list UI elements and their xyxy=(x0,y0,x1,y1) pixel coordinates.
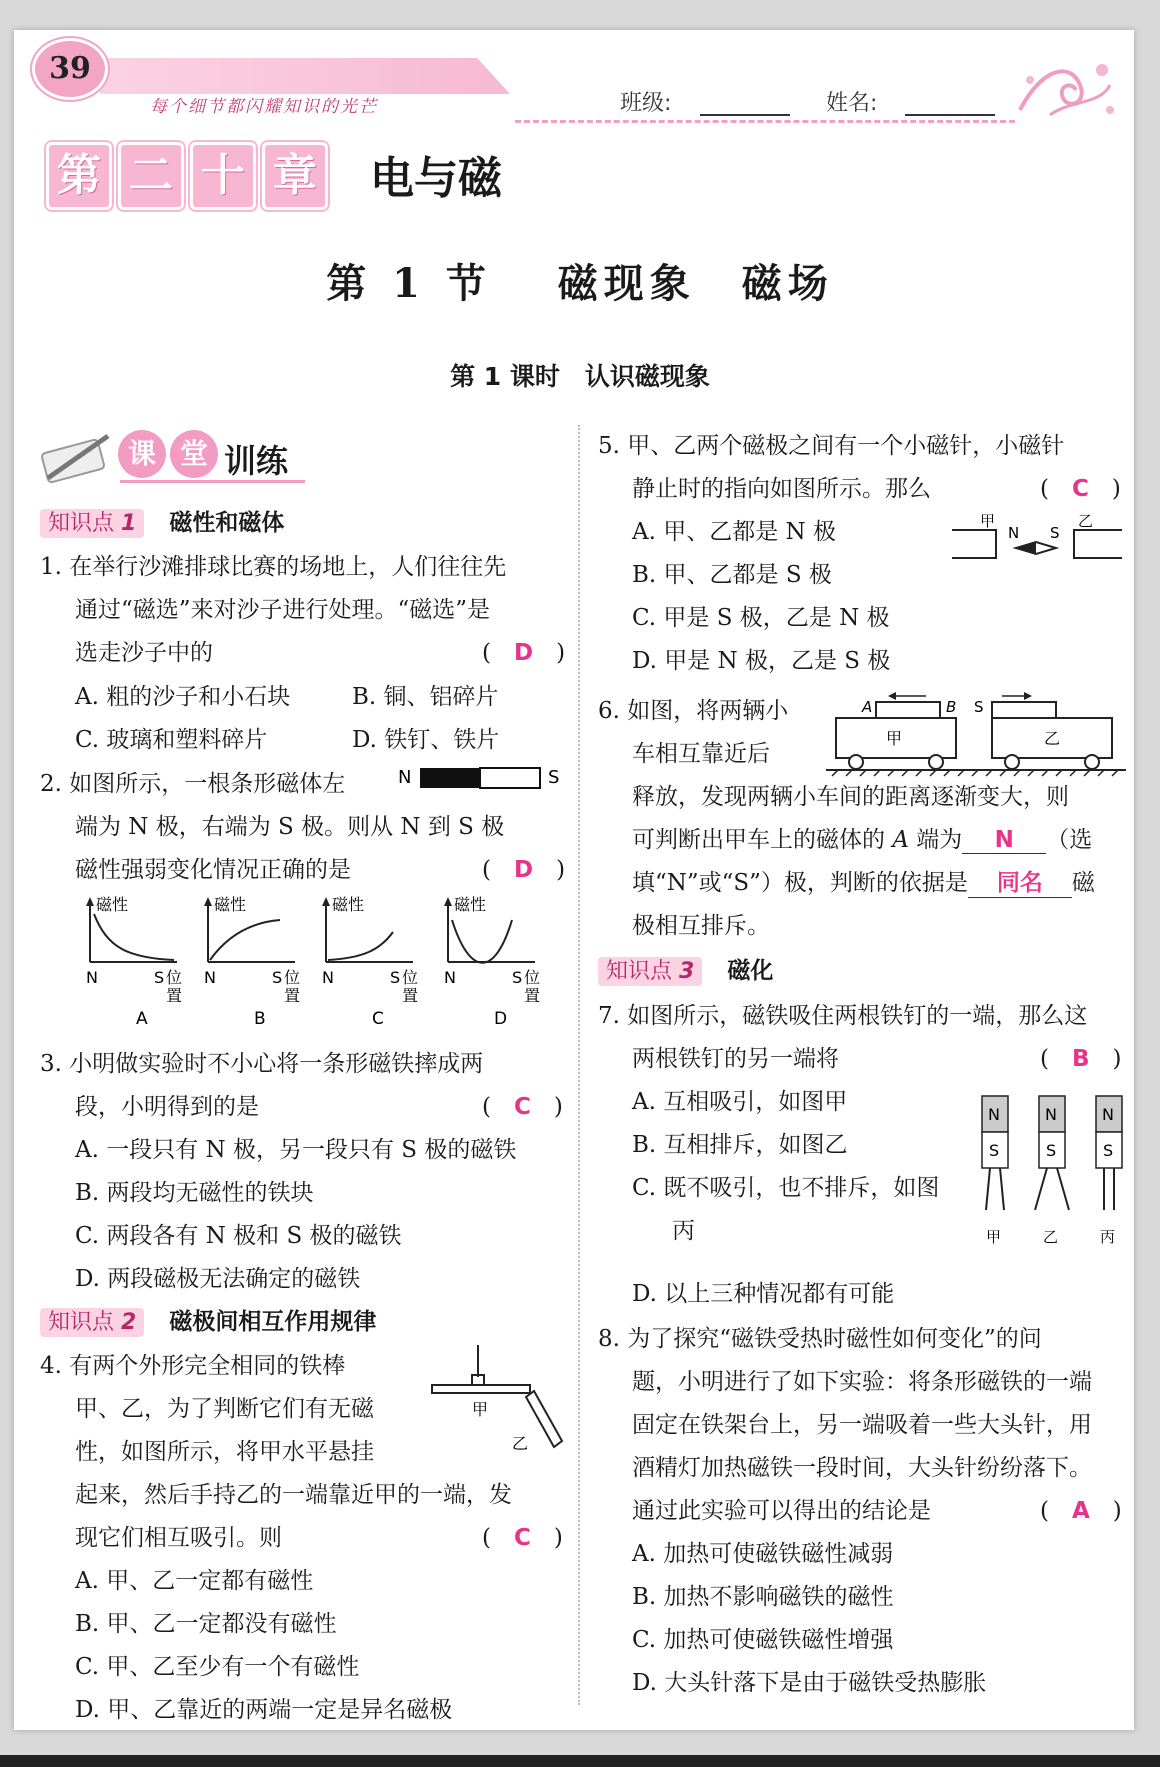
graph-a-xright: S xyxy=(154,968,165,987)
q1-option-b: B. 铜、铝碎片 xyxy=(352,684,499,710)
class-field[interactable] xyxy=(700,86,790,116)
chapter-box-1: 第 xyxy=(46,142,112,210)
svg-text:S: S xyxy=(1103,1141,1114,1160)
header-dashed-line xyxy=(515,120,1015,123)
q8-line2: 题，小明进行了如下实验：将条形磁铁的一端 xyxy=(632,1369,1092,1395)
q2-answer: ( D ) xyxy=(482,857,566,883)
q3-option-a: A. 一段只有 N 极，另一段只有 S 极的磁铁 xyxy=(75,1137,517,1163)
graph-b-xright: S xyxy=(272,968,283,987)
knowledge-point-2 xyxy=(40,1303,376,1336)
q1-answer: ( D ) xyxy=(482,640,566,666)
graph-a-xleft: N xyxy=(86,968,98,987)
svg-text:N: N xyxy=(1045,1105,1057,1124)
q1-line2: 通过“磁选”来对沙子进行处理。“磁选”是 xyxy=(75,597,491,623)
q4-option-d: D. 甲、乙靠近的两端一定是异名磁极 xyxy=(75,1697,453,1723)
graph-a-xunit2: 置 xyxy=(166,986,183,1005)
graph-d-xunit2: 置 xyxy=(524,986,541,1005)
graph-d-xunit1: 位 xyxy=(524,968,541,987)
q5-option-d: D. 甲是 N 极，乙是 S 极 xyxy=(632,648,891,674)
q8-option-b: B. 加热不影响磁铁的磁性 xyxy=(632,1584,894,1610)
name-label: 姓名: xyxy=(826,91,878,116)
kp-title: 磁性和磁体 xyxy=(169,510,285,536)
q5-fig-jia: 甲 xyxy=(980,512,996,530)
q4-line2: 甲、乙，为了判断它们有无磁 xyxy=(75,1396,374,1422)
column-divider xyxy=(578,425,580,1705)
q8-option-d: D. 大头针落下是由于磁铁受热膨胀 xyxy=(632,1670,987,1696)
practice-char-1: 课 xyxy=(118,430,166,478)
practice-title: 训练 xyxy=(224,442,289,480)
q5-answer: ( C ) xyxy=(1040,476,1121,502)
kp-tag: 知识点 2 xyxy=(40,1308,144,1337)
q7-option-c2: 丙 xyxy=(672,1218,695,1244)
header-motto: 每个细节都闪耀知识的光芒 xyxy=(150,97,378,117)
svg-text:丙: 丙 xyxy=(1100,1228,1116,1246)
graph-c-xleft: N xyxy=(322,968,334,987)
graph-d-ylabel: 磁性 xyxy=(454,895,487,914)
svg-text:S: S xyxy=(989,1141,1000,1160)
q6-line2: 车相互靠近后 xyxy=(632,741,770,767)
q5-line2: 静止时的指向如图所示。那么 xyxy=(632,476,931,502)
q4-fig-yi: 乙 xyxy=(512,1434,529,1453)
q1-line3: 选走沙子中的 xyxy=(75,640,213,666)
graph-c-xright: S xyxy=(390,968,401,987)
graph-c xyxy=(322,895,418,1029)
q4-line3: 性，如图所示，将甲水平悬挂 xyxy=(75,1439,374,1465)
practice-char-2: 堂 xyxy=(170,430,218,478)
kp-tag: 知识点 3 xyxy=(598,957,702,986)
q6-line6: 极相互排斥。 xyxy=(632,913,770,939)
kp-title: 磁化 xyxy=(727,958,774,984)
graph-a-xunit1: 位 xyxy=(166,968,183,987)
svg-text:甲: 甲 xyxy=(986,1228,1002,1246)
q4-fig-jia: 甲 xyxy=(472,1400,489,1419)
knowledge-point-1 xyxy=(40,504,284,537)
practice-underline xyxy=(120,480,305,483)
bottom-bar xyxy=(0,1755,1160,1767)
graph-a-ylabel: 磁性 xyxy=(96,895,129,914)
magnet-s-label: S xyxy=(548,767,560,788)
flourish-icon xyxy=(1010,50,1120,130)
q4-line1: 4. 有两个外形完全相同的铁棒 xyxy=(40,1353,346,1379)
q7-line2: 两根铁钉的另一端将 xyxy=(632,1046,839,1072)
graph-d-xright: S xyxy=(512,968,523,987)
q8-line4: 酒精灯加热磁铁一段时间，大头针纷纷落下。 xyxy=(632,1455,1092,1481)
q7-option-b: B. 互相排斥，如图乙 xyxy=(632,1132,848,1158)
graph-d-xleft: N xyxy=(444,968,456,987)
svg-text:S: S xyxy=(1046,1141,1057,1160)
q5-option-a: A. 甲、乙都是 N 极 xyxy=(632,519,836,545)
q3-line2: 段，小明得到的是 xyxy=(75,1094,259,1120)
q1-option-a: A. 粗的沙子和小石块 xyxy=(75,684,291,710)
q7-option-c1: C. 既不吸引，也不排斥，如图 xyxy=(632,1175,940,1201)
graph-c-xunit1: 位 xyxy=(402,968,419,987)
q2-line1: 2. 如图所示，一根条形磁体左 xyxy=(40,771,346,797)
q6-carts-figure xyxy=(826,690,1126,778)
class-label: 班级: xyxy=(620,91,672,116)
q5-option-b: B. 甲、乙都是 S 极 xyxy=(632,562,832,588)
bar-magnet-figure xyxy=(398,762,566,792)
q8-line5: 通过此实验可以得出的结论是 xyxy=(632,1498,931,1524)
chapter-box-3: 十 xyxy=(190,142,256,210)
notebook-pen-icon xyxy=(38,428,118,484)
q7-answer: ( B ) xyxy=(1040,1046,1122,1072)
q4-option-a: A. 甲、乙一定都有磁性 xyxy=(75,1568,314,1594)
q5-fig-s: S xyxy=(1050,524,1060,542)
svg-text:N: N xyxy=(1102,1105,1114,1124)
section-title: 第 1 节 磁现象 磁场 xyxy=(326,260,834,307)
magnet-jia xyxy=(982,1096,1008,1246)
knowledge-point-3 xyxy=(598,952,773,985)
q6-answer-1: N xyxy=(994,827,1014,853)
q6-line4: 可判断出甲车上的磁体的 A 端为 N （选 xyxy=(632,827,1093,853)
q6-fig-a: A xyxy=(862,698,873,716)
q5-fig-yi: 乙 xyxy=(1078,512,1094,530)
q7-option-d: D. 以上三种情况都有可能 xyxy=(632,1281,895,1307)
graph-d xyxy=(444,895,540,1029)
q3-answer: ( C ) xyxy=(482,1094,563,1120)
graph-c-xunit2: 置 xyxy=(402,986,419,1005)
graph-b-xleft: N xyxy=(204,968,216,987)
graph-b-label: B xyxy=(254,1009,266,1029)
graph-a-label: A xyxy=(136,1009,148,1029)
graph-d-label: D xyxy=(494,1009,508,1029)
lesson-title: 第 1 课时 认识磁现象 xyxy=(450,362,710,391)
magnet-bing xyxy=(1096,1096,1122,1246)
q7-option-a: A. 互相吸引，如图甲 xyxy=(632,1089,848,1115)
q6-fig-yi: 乙 xyxy=(1044,729,1061,748)
kp-title: 磁极间相互作用规律 xyxy=(169,1309,377,1335)
q3-option-c: C. 两段各有 N 极和 S 极的磁铁 xyxy=(75,1223,402,1249)
q5-option-c: C. 甲是 S 极，乙是 N 极 xyxy=(632,605,890,631)
q1-option-c: C. 玻璃和塑料碎片 xyxy=(75,727,268,753)
q6-fig-jia: 甲 xyxy=(886,729,903,748)
q6-line3: 释放，发现两辆小车间的距离逐渐变大，则 xyxy=(632,784,1069,810)
chapter-title: 电与磁 xyxy=(370,153,502,204)
q8-answer: ( A ) xyxy=(1040,1498,1122,1524)
q2-line2: 端为 N 极，右端为 S 极。则从 N 到 S 极 xyxy=(75,814,505,840)
q3-line1: 3. 小明做实验时不小心将一条形磁铁摔成两 xyxy=(40,1051,484,1077)
q5-compass-figure xyxy=(950,512,1125,564)
q6-fig-b: B xyxy=(946,698,957,716)
page-number: 39 xyxy=(32,38,108,100)
graph-b-xunit2: 置 xyxy=(284,986,301,1005)
graph-b-ylabel: 磁性 xyxy=(214,895,247,914)
q4-answer: ( C ) xyxy=(482,1525,563,1551)
q4-line5: 现它们相互吸引。则 xyxy=(75,1525,282,1551)
q8-option-c: C. 加热可使磁铁磁性增强 xyxy=(632,1627,894,1653)
svg-text:乙: 乙 xyxy=(1043,1228,1059,1246)
svg-text:N: N xyxy=(988,1105,1000,1124)
q8-line3: 固定在铁架台上，另一端吸着一些大头针，用 xyxy=(632,1412,1092,1438)
name-field[interactable] xyxy=(905,86,995,116)
q8-line1: 8. 为了探究“磁铁受热时磁性如何变化”的问 xyxy=(598,1326,1042,1352)
q1-line1: 1. 在举行沙滩排球比赛的场地上，人们往往先 xyxy=(40,554,507,580)
chapter-box-4: 章 xyxy=(262,142,328,210)
graph-b-xunit1: 位 xyxy=(284,968,301,987)
graph-c-label: C xyxy=(372,1009,384,1029)
graph-b xyxy=(204,895,300,1029)
q6-fig-s: S xyxy=(974,698,984,716)
q5-line1: 5. 甲、乙两个磁极之间有一个小磁针，小磁针 xyxy=(598,433,1065,459)
kp-tag: 知识点 1 xyxy=(40,509,144,538)
q4-option-c: C. 甲、乙至少有一个有磁性 xyxy=(75,1654,360,1680)
q2-line3: 磁性强弱变化情况正确的是 xyxy=(75,857,351,883)
q4-option-b: B. 甲、乙一定都没有磁性 xyxy=(75,1611,337,1637)
q3-option-d: D. 两段磁极无法确定的磁铁 xyxy=(75,1266,361,1292)
magnet-n-label: N xyxy=(398,767,412,788)
q4-hanging-rod-figure xyxy=(428,1345,568,1455)
q7-nails-figure xyxy=(978,1092,1126,1250)
graph-a xyxy=(86,895,182,1029)
q6-answer-2: 同名 xyxy=(996,870,1043,896)
magnet-yi xyxy=(1035,1096,1069,1246)
graph-c-ylabel: 磁性 xyxy=(332,895,365,914)
q8-option-a: A. 加热可使磁铁磁性减弱 xyxy=(632,1541,894,1567)
q6-line1: 6. 如图，将两辆小 xyxy=(598,698,789,724)
q7-line1: 7. 如图所示，磁铁吸住两根铁钉的一端，那么这 xyxy=(598,1003,1088,1029)
q4-line4: 起来，然后手持乙的一端靠近甲的一端，发 xyxy=(75,1482,512,1508)
q1-option-d: D. 铁钉、铁片 xyxy=(352,727,500,753)
q6-line5: 填“N”或“S”）极，判断的依据是 同名 磁 xyxy=(632,864,1095,898)
header-banner xyxy=(100,58,510,94)
chapter-box-2: 二 xyxy=(118,142,184,210)
q5-fig-n: N xyxy=(1008,524,1020,542)
q2-graphs-figure xyxy=(82,892,562,1032)
q3-option-b: B. 两段均无磁性的铁块 xyxy=(75,1180,314,1206)
